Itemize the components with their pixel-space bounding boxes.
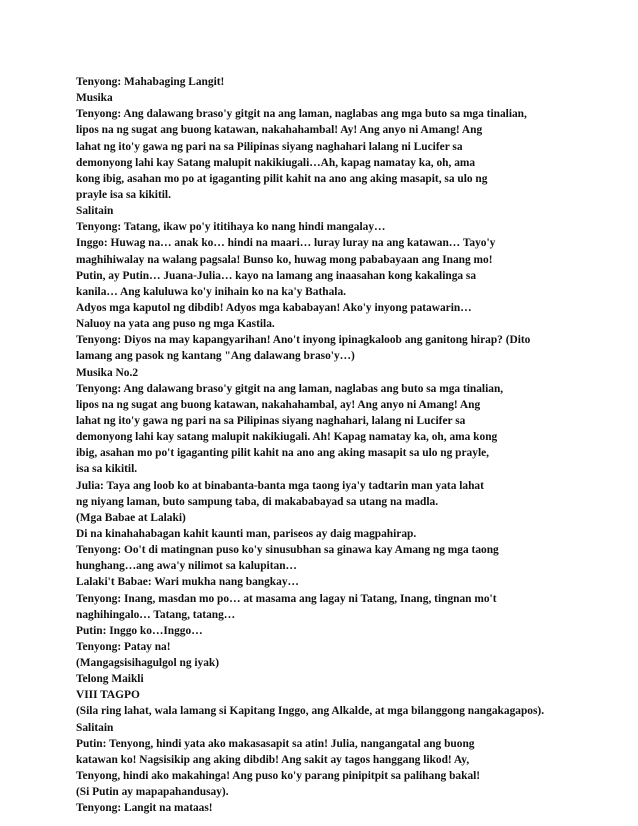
text-line: lipos na ng sugat ang buong katawan, nakahahambal, ay! Ang anyo ni Amang! Ang bbox=[76, 398, 481, 411]
text-line: ng niyang laman, buto sampung taba, di makababayad sa utang na madla. bbox=[76, 495, 439, 508]
stage-direction: (Sila ring lahat, wala lamang si Kapitang Inggo, ang Alkalde, at mga bilanggong nangakagapos). bbox=[76, 705, 545, 718]
text-line: katawan ko! Nagsisikip ang aking dibdib! Ang sakit ay tagos hanggang likod! Ay, bbox=[76, 753, 470, 766]
text-line: Tenyong: Inang, masdan mo po… at masama ang lagay ni Tatang, Inang, tingnan mo't bbox=[76, 592, 497, 605]
text-line: Tenyong: Langit na mataas! bbox=[76, 802, 213, 815]
text-line: demonyong lahi kay satang malupit nakikiugali. Ah! Kapag namatay ka, oh, ama kong bbox=[76, 431, 498, 444]
text-line: Inggo: Huwag na… anak ko… hindi na maari… luray luray na ang katawan… Tayo'y bbox=[76, 237, 496, 250]
text-line: Tenyong: Ang dalawang braso'y gitgit na ang laman, naglabas ang buto sa mga tinalian, bbox=[76, 382, 504, 395]
text-line: lahat ng ito'y gawa ng pari na sa Pilipinas siyang naghahari, lalang ni Lucifer sa bbox=[76, 414, 466, 427]
text-line: ibig, asahan mo po't igaganting pilit kahit na ano ang aking masapit sa ulo ng prayle, bbox=[76, 447, 490, 460]
text-line: prayle isa sa kikitil. bbox=[76, 188, 171, 201]
stage-direction: (Mangagsisihagulgol ng iyak) bbox=[76, 657, 220, 670]
text-line: demonyong lahi kay Satang malupit nakikiugali…Ah, kapag namatay ka, oh, ama bbox=[76, 156, 476, 169]
text-line: kanila… Ang kaluluwa ko'y inihain ko na ka'y Bathala. bbox=[76, 285, 346, 298]
text-line: naghihingalo… Tatang, tatang… bbox=[76, 608, 236, 621]
scene-heading: VIII TAGPO bbox=[76, 689, 140, 702]
text-line: Tenyong: Patay na! bbox=[76, 640, 171, 653]
stage-cue: Musika bbox=[76, 92, 113, 105]
text-line: Adyos mga kaputol ng dibdib! Adyos mga kababayan! Ako'y inyong patawarin… bbox=[76, 301, 472, 314]
text-line: Putin: Tenyong, hindi yata ako makasasapit sa atin! Julia, nangangatal ang buong bbox=[76, 737, 475, 750]
stage-direction: (Mga Babae at Lalaki) bbox=[76, 511, 186, 524]
text-line: kong ibig, asahan mo po at igaganting pilit kahit na ano ang aking masapit, sa ulo ng bbox=[76, 172, 488, 185]
text-line: Naluoy na yata ang puso ng mga Kastila. bbox=[76, 318, 275, 331]
text-line: Tenyong: Tatang, ikaw po'y ititihaya ko nang hindi mangalay… bbox=[76, 221, 386, 234]
stage-cue: Salitain bbox=[76, 721, 114, 734]
stage-cue: Telong Maikli bbox=[76, 673, 144, 686]
stage-cue: Salitain bbox=[76, 205, 114, 218]
text-line: Julia: Taya ang loob ko at binabanta-banta mga taong iya'y tadtarin man yata lahat bbox=[76, 479, 484, 492]
text-line: Tenyong: Mahabaging Langit! bbox=[76, 76, 225, 88]
text-line: Di na kinahahabagan kahit kaunti man, pariseos ay daig magpahirap. bbox=[76, 527, 417, 540]
text-line: Tenyong: Diyos na may kapangyarihan! Ano't inyong ipinagkaloob ang ganitong hirap? (Dito bbox=[76, 334, 531, 347]
text-line: Tenyong, hindi ako makahinga! Ang puso ko'y parang pinipitpit sa palihang bakal! bbox=[76, 770, 481, 783]
text-line: lamang ang pasok ng kantang "Ang dalawang braso'y…) bbox=[76, 350, 355, 363]
text-line: Tenyong: Oo't di matingnan puso ko'y sinusubhan sa ginawa kay Amang ng mga taong bbox=[76, 544, 499, 557]
text-line: Lalaki't Babae: Wari mukha nang bangkay… bbox=[76, 576, 299, 589]
text-line: Putin, ay Putin… Juana-Julia… kayo na lamang ang inaasahan kong kakalinga sa bbox=[76, 269, 477, 282]
stage-cue: Musika No.2 bbox=[76, 366, 139, 379]
text-line: lahat ng ito'y gawa ng pari na sa Pilipinas siyang naghahari lalang ni Lucifer sa bbox=[76, 140, 463, 153]
text-line: hunghang…ang awa'y nilimot sa kalupitan… bbox=[76, 560, 297, 573]
text-line: Putin: Inggo ko…Inggo… bbox=[76, 624, 203, 637]
stage-direction: (Si Putin ay mapapahandusay). bbox=[76, 786, 229, 799]
text-line: lipos na ng sugat ang buong katawan, nakahahambal! Ay! Ang anyo ni Amang! Ang bbox=[76, 124, 483, 137]
script-page bbox=[76, 74, 621, 816]
text-line: Tenyong: Ang dalawang braso'y gitgit na ang laman, naglabas ang mga buto sa mga tinalian, bbox=[76, 108, 527, 121]
text-line: maghihiwalay na walang pagsala! Bunso ko, huwag mong pababayaan ang Inang mo! bbox=[76, 253, 493, 266]
text-line: isa sa kikitil. bbox=[76, 463, 138, 476]
